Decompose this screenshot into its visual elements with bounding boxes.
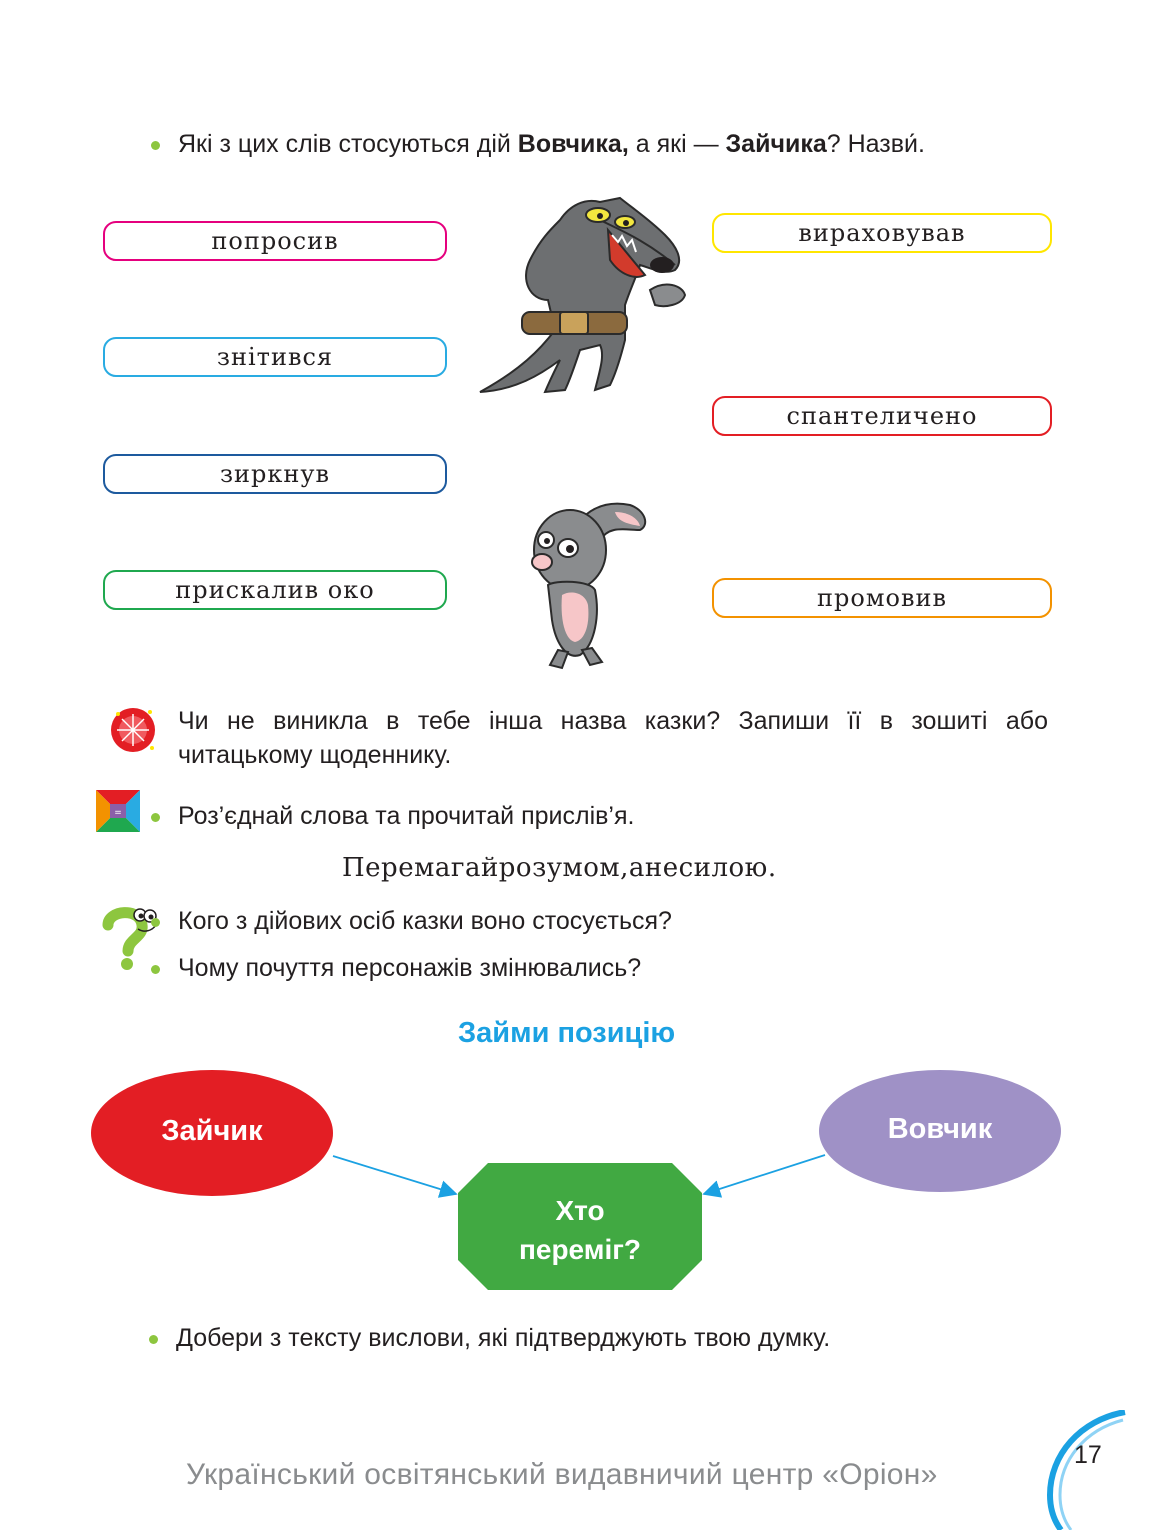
- colorful-square-icon: [96, 790, 140, 832]
- word-box-promovyv: промовив: [712, 578, 1052, 618]
- bullet-icon: [151, 813, 160, 822]
- arrow-right: [704, 1155, 825, 1194]
- bullet-icon: [151, 918, 160, 927]
- section-heading: Займи позицію: [458, 1017, 676, 1049]
- page-number: 17: [1074, 1441, 1102, 1469]
- task-split-words: Роз’єднай слова та прочитай прислів’я.: [178, 802, 635, 830]
- svg-text:=: =: [114, 808, 122, 818]
- word-box-pryskalyv-oko: прискалив око: [103, 570, 447, 610]
- bullet-icon: [151, 965, 160, 974]
- hare-illustration: [520, 500, 655, 675]
- task-feelings-change: Чому почуття персонажів змінювались?: [178, 954, 642, 982]
- word-box-znityvsia: знітився: [103, 337, 447, 377]
- zaichyk-label: Зайчик: [161, 1115, 263, 1147]
- arrow-left: [333, 1156, 456, 1194]
- proverb-text: Перемагайрозумом,анесилою.: [342, 853, 777, 883]
- who-won-label: [458, 1191, 702, 1269]
- word-box-spantelycheno: спантеличено: [712, 396, 1052, 436]
- vovchyk-label: Вовчик: [887, 1113, 993, 1145]
- question-worm-icon: [100, 905, 162, 971]
- bullet-icon: [151, 141, 160, 150]
- star-burst-icon: [108, 702, 158, 756]
- word-box-zyrknuv: зиркнув: [103, 454, 447, 494]
- bullet-icon: [149, 1335, 158, 1344]
- who-won-line2: переміг?: [518, 1234, 642, 1265]
- publisher-footer: Український освітянський видавничий центр «Оріон»: [186, 1458, 938, 1491]
- task-who-concerns: Кого з дійових осіб казки воно стосується?: [178, 907, 672, 935]
- wolf-illustration: [460, 180, 695, 400]
- word-box-poprosyv: попросив: [103, 221, 447, 261]
- who-won-line1: Хто: [555, 1195, 605, 1226]
- task-story-title: Чи не виникла в тебе інша назва казки? Запиши її в зошиті або читацькому щоденнику.: [178, 707, 1048, 769]
- task-find-quotes: Добери з тексту вислови, які підтверджують твою думку.: [176, 1324, 831, 1352]
- word-box-vyrakhovuvav: вираховував: [712, 213, 1052, 253]
- task-wolf-hare-words: Які з цих слів стосуються дій Вовчика, а які — Зайчика? Назви́.: [178, 130, 925, 158]
- page-corner-arc: [1045, 1410, 1162, 1530]
